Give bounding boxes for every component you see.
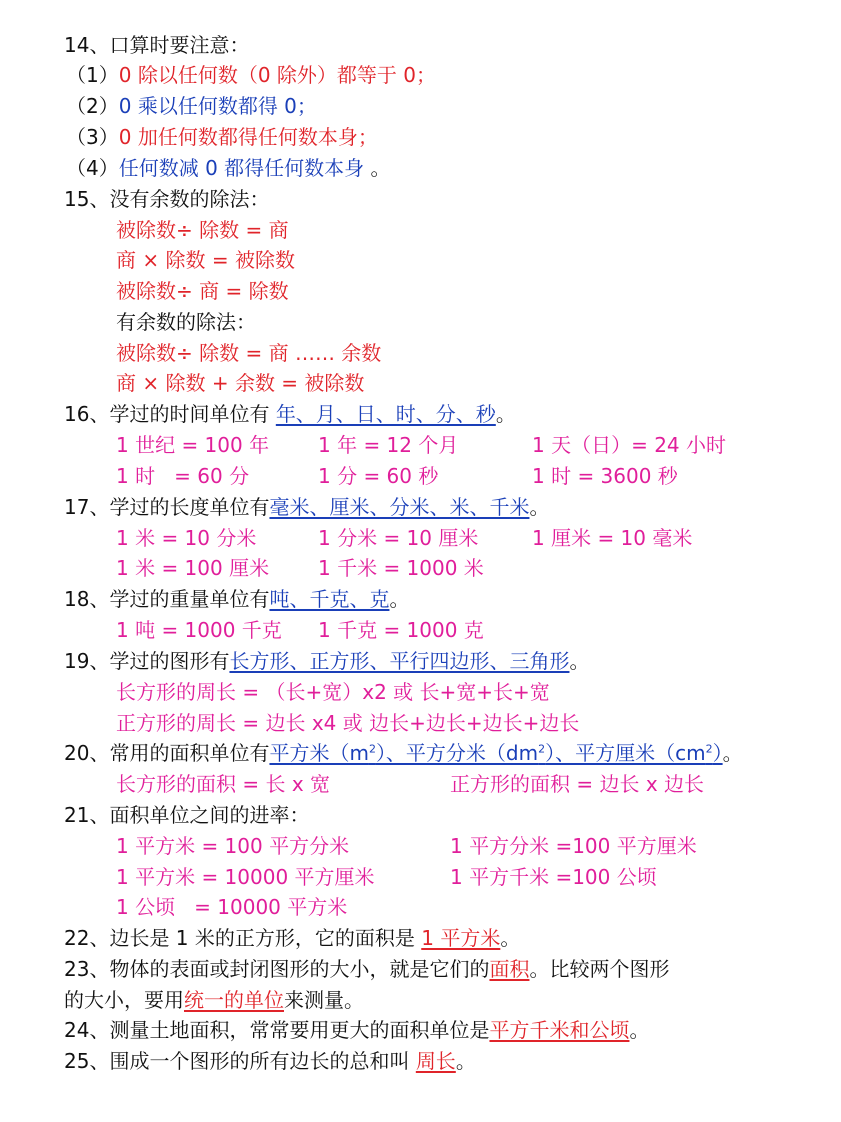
item-number: 22、	[64, 926, 110, 950]
item-text: 面积单位之间的进率：	[109, 803, 310, 827]
conversion-c: 1 天（日）= 24 小时	[532, 433, 727, 457]
item-24	[64, 1015, 649, 1046]
unit-square-decimeter: ）、平方分米（dm	[375, 741, 539, 765]
item-text: 没有余数的除法：	[109, 187, 270, 211]
item-14-heading	[64, 30, 249, 61]
conversion-a: 1 米 = 10 分米	[116, 526, 257, 550]
conversion-a: 1 时 = 60 分	[116, 464, 250, 488]
conversion-a: 1 平方米 = 10000 平方厘米	[116, 865, 375, 889]
item-end: 。	[569, 649, 590, 673]
answer-underlined: 毫米、厘米、分米、米、千米	[269, 495, 530, 519]
superscript: 2	[705, 742, 713, 756]
rule-text: 0 加任何数都得任何数本身；	[118, 125, 378, 149]
item-23	[64, 954, 669, 985]
rule-text: 0 除以任何数（0 除外）都等于 0；	[118, 63, 436, 87]
answer-underlined: 长方形、正方形、平行四边形、三角形	[229, 649, 570, 673]
subheading: 有余数的除法：	[116, 310, 256, 334]
item-end: 来测量。	[284, 988, 364, 1012]
answer-underlined: 周长	[415, 1049, 456, 1073]
conversion-a: 1 平方米 = 100 平方分米	[116, 834, 350, 858]
item-text: 围成一个图形的所有边长的总和叫	[109, 1049, 416, 1073]
item-number: 23、	[64, 957, 110, 981]
item-number: 25、	[64, 1049, 110, 1073]
unit-square-meter: 平方米（m	[269, 741, 369, 765]
item-22	[64, 923, 520, 954]
rule-end: 。	[364, 156, 391, 180]
conversion-b: 1 千克 = 1000 克	[318, 618, 484, 642]
conversion-row	[116, 831, 816, 862]
item-text: 学过的长度单位有	[109, 495, 270, 519]
unit-square-centimeter: ）、平方厘米（cm	[545, 741, 706, 765]
formula-line: 长方形的周长 = （长+宽）x2 或 长+宽+长+宽	[116, 680, 550, 704]
conversion-a: 长方形的面积 = 长 x 宽	[116, 772, 331, 796]
formula-line: 被除数÷ 商 = 除数	[116, 279, 289, 303]
item-18-heading	[64, 584, 409, 615]
item-number: 17、	[64, 495, 110, 519]
formula-line: 正方形的周长 = 边长 x4 或 边长+边长+边长+边长	[116, 711, 580, 735]
conversion-b: 1 平方千米 =100 公顷	[450, 865, 657, 889]
answer-underlined: 年、月、日、时、分、秒	[275, 402, 496, 426]
conversion-a: 1 米 = 100 厘米	[116, 556, 270, 580]
rule-marker: （3）	[66, 125, 119, 149]
item-number: 16、	[64, 402, 110, 426]
item-text: 学过的图形有	[109, 649, 230, 673]
conversion-b: 1 分 = 60 秒	[318, 464, 439, 488]
conversion-b: 1 分米 = 10 厘米	[318, 526, 479, 550]
formula-line: 被除数÷ 除数 = 商	[116, 218, 289, 242]
item-end: 。	[500, 926, 521, 950]
rule-2	[66, 91, 317, 122]
item-15-heading	[64, 184, 269, 215]
item-end: 。	[455, 1049, 476, 1073]
item-number: 20、	[64, 741, 110, 765]
conversion-row	[116, 430, 816, 461]
item-number: 24、	[64, 1018, 110, 1042]
item-end: 。	[389, 587, 410, 611]
conversion-b: 正方形的面积 = 边长 x 边长	[450, 772, 705, 796]
conversion-c: 1 时 = 3600 秒	[532, 464, 678, 488]
item-text: 物体的表面或封闭图形的大小，就是它们的	[109, 957, 490, 981]
conversion-row	[116, 523, 816, 554]
item-number: 14、	[64, 33, 110, 57]
rule-text: 任何数减 0 都得任何数本身	[118, 156, 365, 180]
conversion-row	[116, 769, 816, 800]
item-19-heading	[64, 646, 589, 677]
conversion-a: 1 世纪 = 100 年	[116, 433, 270, 457]
superscript: 2	[368, 742, 376, 756]
conversion-a: 1 吨 = 1000 千克	[116, 618, 282, 642]
item-end: 。	[529, 495, 550, 519]
item-text: 边长是 1 米的正方形，它的面积是	[109, 926, 422, 950]
formula-line: 商 × 除数 = 被除数	[116, 248, 295, 272]
rule-marker: （1）	[66, 63, 119, 87]
rule-marker: （2）	[66, 94, 119, 118]
unit-close: ）	[712, 741, 723, 765]
item-end: 。	[495, 402, 516, 426]
rule-text: 0 乘以任何数都得 0；	[118, 94, 317, 118]
answer-underlined: 平方千米和公顷	[489, 1018, 630, 1042]
conversion-b: 1 平方分米 =100 平方厘米	[450, 834, 697, 858]
formula-line: 商 × 除数 + 余数 = 被除数	[116, 371, 365, 395]
item-number: 18、	[64, 587, 110, 611]
answer-underlined: 1 平方米	[421, 926, 501, 950]
rule-1	[66, 60, 436, 91]
conversion-row	[116, 461, 816, 492]
answer-underlined: 面积	[489, 957, 530, 981]
item-text: 口算时要注意：	[109, 33, 250, 57]
superscript: 2	[538, 742, 546, 756]
answer-underlined: 吨、千克、克	[269, 587, 390, 611]
item-number: 21、	[64, 803, 110, 827]
item-text: 常用的面积单位有	[109, 741, 270, 765]
conversion-row	[116, 615, 816, 646]
answer-underlined	[269, 741, 722, 765]
item-21-heading	[64, 800, 309, 831]
item-16-heading	[64, 399, 516, 430]
item-text: 学过的时间单位有	[109, 402, 276, 426]
conversion-a: 1 公顷 = 10000 平方米	[116, 895, 348, 919]
item-text: 测量土地面积，常常要用更大的面积单位是	[109, 1018, 490, 1042]
conversion-b: 1 千米 = 1000 米	[318, 556, 484, 580]
item-end: 。比较两个图形	[529, 957, 670, 981]
conversion-c: 1 厘米 = 10 毫米	[532, 526, 693, 550]
item-text: 学过的重量单位有	[109, 587, 270, 611]
item-25	[64, 1046, 476, 1077]
item-20-heading	[64, 738, 743, 769]
conversion-row	[116, 892, 816, 923]
item-text: 的大小，要用	[64, 988, 184, 1012]
formula-line: 被除数÷ 除数 = 商 …… 余数	[116, 341, 382, 365]
rule-4	[66, 153, 391, 184]
item-end: 。	[722, 741, 743, 765]
item-23-continued	[64, 985, 364, 1016]
rule-3	[66, 122, 378, 153]
answer-underlined: 统一的单位	[184, 988, 284, 1012]
item-number: 19、	[64, 649, 110, 673]
item-number: 15、	[64, 187, 110, 211]
conversion-row	[116, 553, 816, 584]
item-17-heading	[64, 492, 549, 523]
conversion-row	[116, 862, 816, 893]
rule-marker: （4）	[66, 156, 119, 180]
item-end: 。	[629, 1018, 650, 1042]
conversion-b: 1 年 = 12 个月	[318, 433, 459, 457]
